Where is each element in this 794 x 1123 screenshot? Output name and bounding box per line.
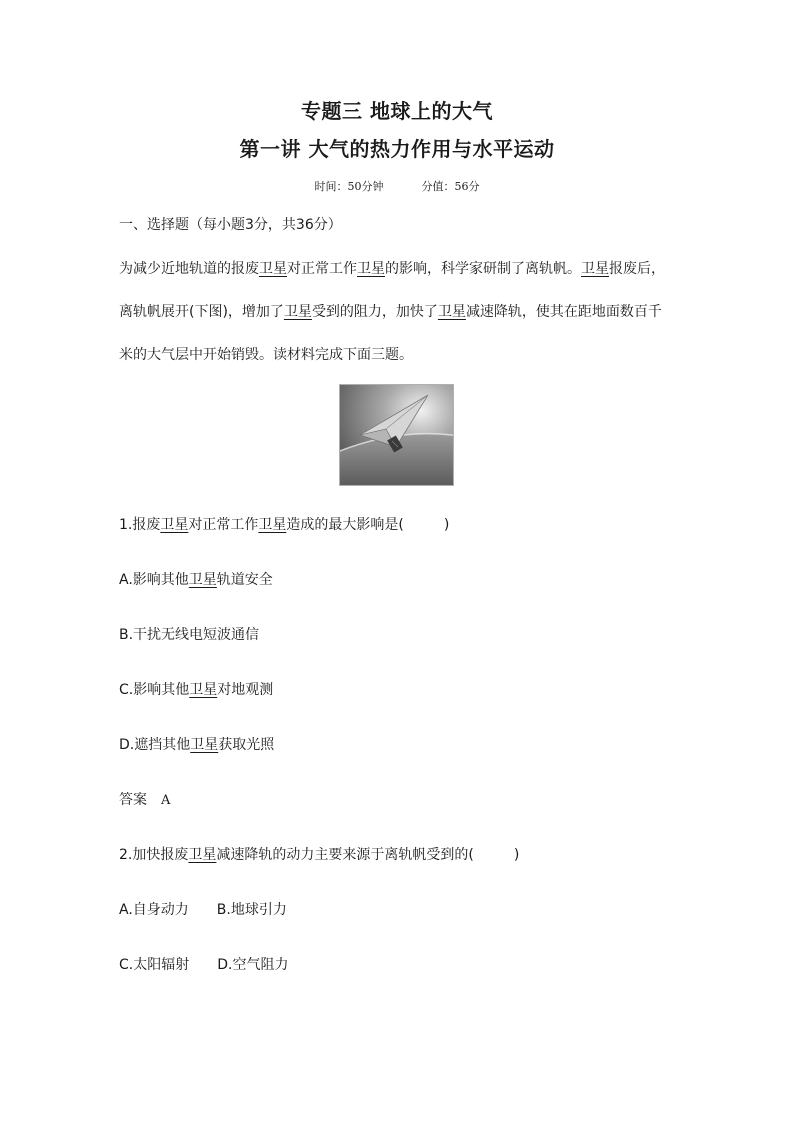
document-subtitle: 第一讲 大气的热力作用与水平运动 (239, 137, 555, 161)
question-1-option-b: B.干扰无线电短波通信 (119, 627, 260, 643)
question-1-stem: 1.报废卫星对正常工作卫星造成的最大影响是( ) (119, 517, 450, 533)
question-2-option-c: C.太阳辐射 (119, 957, 190, 973)
question-2-option-d: D.空气阻力 (217, 957, 289, 973)
passage-line-2: 离轨帆展开(下图)，增加了卫星受到的阻力，加快了卫星减速降轨，使其在距地面数百千 (119, 304, 662, 320)
answer-value: A (161, 793, 171, 808)
document-title: 专题三 地球上的大气 (301, 99, 493, 123)
question-2-option-a: A.自身动力 (119, 902, 189, 918)
question-2-option-b: B.地球引力 (216, 902, 287, 918)
section-heading: 一、选择题（每小题3分，共36分） (119, 217, 342, 233)
question-2-stem: 2.加快报废卫星减速降轨的动力主要来源于离轨帆受到的( ) (119, 847, 520, 863)
total-score: 分值：56分 (421, 180, 480, 193)
question-1-answer (119, 789, 170, 809)
answer-label: 答案 (119, 792, 147, 808)
time-limit: 时间：50分钟 (314, 180, 384, 193)
exam-meta (0, 178, 794, 194)
satellite-sail-figure (339, 384, 454, 486)
question-1-option-a: A.影响其他卫星轨道安全 (119, 572, 273, 588)
question-2-options-ab (119, 899, 287, 919)
question-1-option-d: D.遮挡其他卫星获取光照 (119, 737, 275, 753)
passage-line-3: 米的大气层中开始销毁。读材料完成下面三题。 (119, 347, 413, 363)
question-2-options-cd (119, 954, 288, 974)
question-1-option-c: C.影响其他卫星对地观测 (119, 682, 274, 698)
satellite-sail-photo-icon (340, 385, 454, 486)
passage-line-1: 为减少近地轨道的报废卫星对正常工作卫星的影响，科学家研制了离轨帆。卫星报废后， (119, 261, 665, 277)
